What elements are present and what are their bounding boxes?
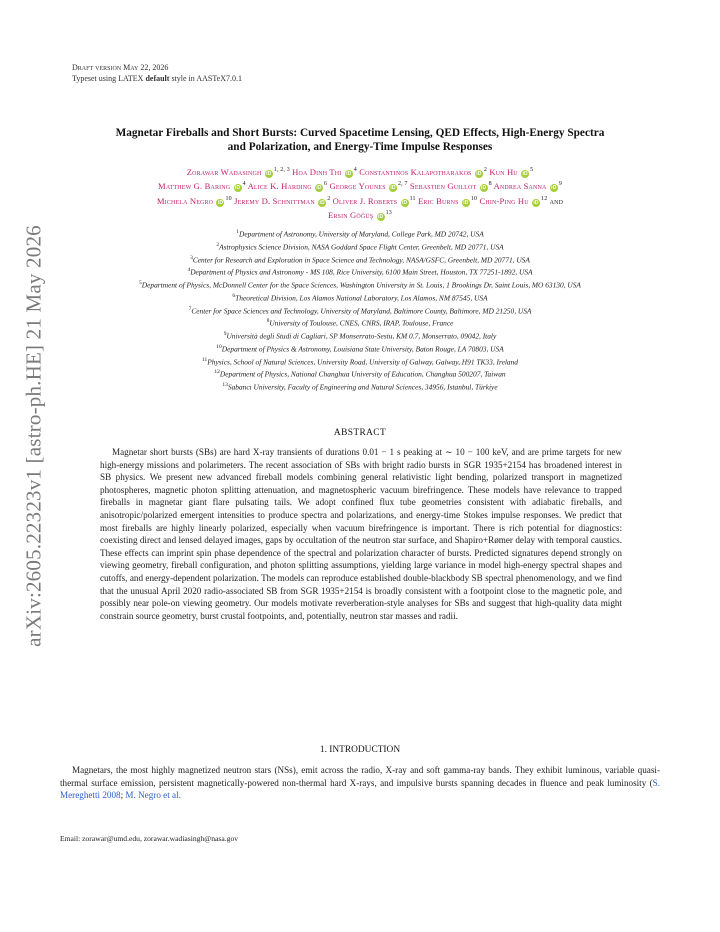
affiliation: $^6$Theoretical Division, Los Alamos National Laboratory, Los Alamos, NM 87545, USA	[232, 292, 488, 303]
abstract-text: Magnetar short bursts (SBs) are hard X-ray transients of durations 0.01 − 1 s peaking at ∼ 10 − 100 keV, and are prime targets for new high-energy missions and polarimeters. The recent association of SBs with bright radio bursts in SGR 1935+2154 has broadened interest in SB physics. We present new advanced fireball models combining general relativistic light bending, polarized transport in magnetized photospheres, magnetic photon splitting attenuation, and magnetospheric vacuum birefringence. These models have relevance to trapped fireballs in magnetar giant flare pulsating tails. We adopt confined flux tube geometries consistent with adiabatic fireballs, and anisotropic/polarized emergent intensities to produce spectra and polarizations, and energy-time Stokes impulse responses. We predict that most fireballs are highly linearly polarized, especially when vacuum birefringence is important. There is rich potential for diagnostics: coexisting direct and lensed delayed images, gaps by occultation of the neutron star surface, and Shapiro+Rømer delay with temporal caustics. These effects can imprint spin phase dependence of the spectral and polarization character of bursts. Predicted signatures depend strongly on viewing geometry, fireball configuration, and photon splitting assumptions, yielding large variance in model high-energy spectral shapes and cutoffs, and energy-dependent polarization. The models can reproduce established double-blackbody SB spectral phenomenology, and we find that the unusual April 2020 radio-associated SB from SGR 1935+2154 is broadly consistent with a footpoint close to the magnetic pole, and possibly near pole-on viewing geometry. Our models motivate reverberation-style analyses for SBs and suggest that high-quality data might constrain source geometry, burst crustal footpoints, and, potentially, neutron star masses and radii.	[100, 447, 622, 621]
orcid-icon[interactable]: iD	[533, 199, 539, 206]
orcid-icon[interactable]: iD	[390, 185, 396, 192]
author-name[interactable]: Eric Burns	[417, 195, 459, 206]
and-word: and	[549, 195, 564, 206]
citation-link[interactable]: S. Mereghetti 2008	[60, 777, 660, 801]
author-list: Zorawar Wadasingh iD$^{1, 2, 3}$ Hoa Dinh Thi $iD^4$ Constantinos Kalapotharakos $iD^2$ Kun Hu $iD^5$ Matthew G. Baring $iD^4$ Alice K. Harding $iD^6$ George Younes iD$^{2, 7}$ Sebastien Guillot $iD^8$ Andrea Sanna $iD^9$ Michela Negro $iD^{10}$ Jeremy D. Schnittman $iD^2$ Oliver J. Roberts $iD^{11}$ Eric Burns $iD^{10}$ Chin-Ping Hu $iD^{12}$ and Ersin Göğüş $iD^{13}$	[156, 166, 564, 221]
draft-header	[72, 62, 242, 84]
affiliation: $^{12}$Department of Physics, National Changhua University of Education, Changhua 500207, Taiwan	[214, 369, 506, 379]
author-name[interactable]: George Younes	[329, 181, 386, 192]
affiliation-list	[60, 227, 660, 393]
author-name[interactable]: Sebastien Guillot	[409, 181, 477, 192]
title-line-1: Magnetar Fireballs and Short Bursts: Curved Spacetime Lensing, QED Effects, High-Energy Spectra	[115, 127, 605, 139]
affiliation: $^5$Department of Physics, McDonnell Center for the Space Sciences, Washington University in St. Louis, 1 Brookings Dr, Saint Louis, MO 63130, USA	[139, 280, 581, 290]
orcid-icon[interactable]: iD	[522, 170, 528, 177]
citation-link[interactable]: M. Negro et al.	[125, 790, 181, 801]
affiliation: $^{10}$Department of Physics & Astronomy, Louisiana State University, Baton Rouge, LA 70803, USA	[216, 343, 504, 354]
author-name[interactable]: Constantinos Kalapotharakos	[359, 166, 472, 177]
orcid-icon[interactable]: iD	[266, 170, 272, 177]
arxiv-identifier-text: arXiv:2605.22323v1 [astro-ph.HE] 21 May 2026	[21, 225, 46, 647]
affiliation: $^2$Astrophysics Science Division, NASA Goddard Space Flight Center, Greenbelt, MD 20771, USA	[216, 241, 504, 252]
affiliation: $^8$University of Toulouse, CNES, CNRS, IRAP, Toulouse, France	[266, 318, 454, 328]
orcid-icon[interactable]: iD	[346, 170, 352, 177]
author-name[interactable]: Hoa Dinh Thi	[292, 166, 342, 177]
email-footnote: Email: zorawar@umd.edu, zorawar.wadiasingh@nasa.gov	[60, 834, 239, 843]
affiliation: $^7$Center for Space Sciences and Technology, University of Maryland, Baltimore County, Baltimore, MD 21250, USA	[188, 305, 532, 316]
author-name[interactable]: Andrea Sanna	[493, 181, 547, 192]
affiliation: $^1$Department of Astronomy, University of Maryland, College Park, MD 20742, USA	[236, 229, 484, 239]
orcid-icon[interactable]: iD	[476, 170, 482, 177]
orcid-icon[interactable]: iD	[463, 199, 469, 206]
author-name[interactable]: Michela Negro	[156, 195, 214, 206]
affiliation: $^{11}$Physics, School of Natural Sciences, University Road, University of Galway, Galway, H91 TK33, Ireland	[201, 356, 518, 367]
orcid-icon[interactable]: iD	[316, 185, 322, 192]
author-name[interactable]: Oliver J. Roberts	[332, 195, 398, 206]
author-name[interactable]: Jeremy D. Schnittman	[234, 195, 315, 206]
draft-version-line: Draft version May 22, 2026	[72, 63, 169, 72]
orcid-icon[interactable]: iD	[377, 214, 384, 221]
author-name[interactable]: Ersin Göğüş	[328, 210, 374, 221]
paper-title	[60, 126, 660, 154]
latex-logo: LATEX	[118, 74, 144, 83]
abstract-heading: ABSTRACT	[333, 428, 387, 438]
title-line-2: and Polarization, and Energy-Time Impulse Responses	[227, 141, 493, 153]
arxiv-identifier	[20, 226, 48, 646]
orcid-icon[interactable]: iD	[401, 199, 408, 206]
orcid-icon[interactable]: iD	[480, 185, 487, 192]
affiliation: $^4$Department of Physics and Astronomy - MS 108, Rice University, 6100 Main Street, Houston, TX 77251-1892, USA	[187, 267, 533, 277]
author-name[interactable]: Matthew G. Baring	[158, 181, 231, 192]
affiliation: $^{13}$Sabancı University, Faculty of Engineering and Natural Sciences, 34956, Istanbul, Türkiye	[222, 382, 498, 392]
author-name[interactable]: Zorawar Wadasingh	[186, 166, 262, 177]
section-heading-introduction: 1. INTRODUCTION	[319, 745, 401, 755]
orcid-icon[interactable]: iD	[319, 199, 325, 206]
affiliation: $^9$Università degli Studi di Cagliari, SP Monserrato-Sestu, KM 0.7, Monserrato, 09042, Italy	[223, 331, 497, 341]
typeset-line: Typeset using LATEX default style in AASTeX7.0.1	[72, 74, 242, 83]
orcid-icon[interactable]: iD	[551, 185, 557, 192]
introduction-paragraph: Magnetars, the most highly magnetized neutron stars (NSs), emit across the radio, X-ray and soft gamma-ray bands. They exhibit luminous, variable quasi-thermal surface emission, persistent magnetically-powered non-thermal hard X-rays, and impulsive bursts spanning decades in fluence and peak luminosity (S. Mereghetti 2008; M. Negro et al.	[60, 765, 660, 801]
affiliation: $^3$Center for Research and Exploration in Space Science and Technology, NASA/GSFC, Greenbelt, MD 20771, USA	[190, 254, 530, 264]
author-name[interactable]: Kun Hu	[489, 166, 518, 177]
author-name[interactable]: Alice K. Harding	[247, 181, 312, 192]
author-name[interactable]: Chin-Ping Hu	[479, 195, 529, 206]
orcid-icon[interactable]: iD	[217, 199, 224, 206]
orcid-icon[interactable]: iD	[234, 185, 241, 192]
